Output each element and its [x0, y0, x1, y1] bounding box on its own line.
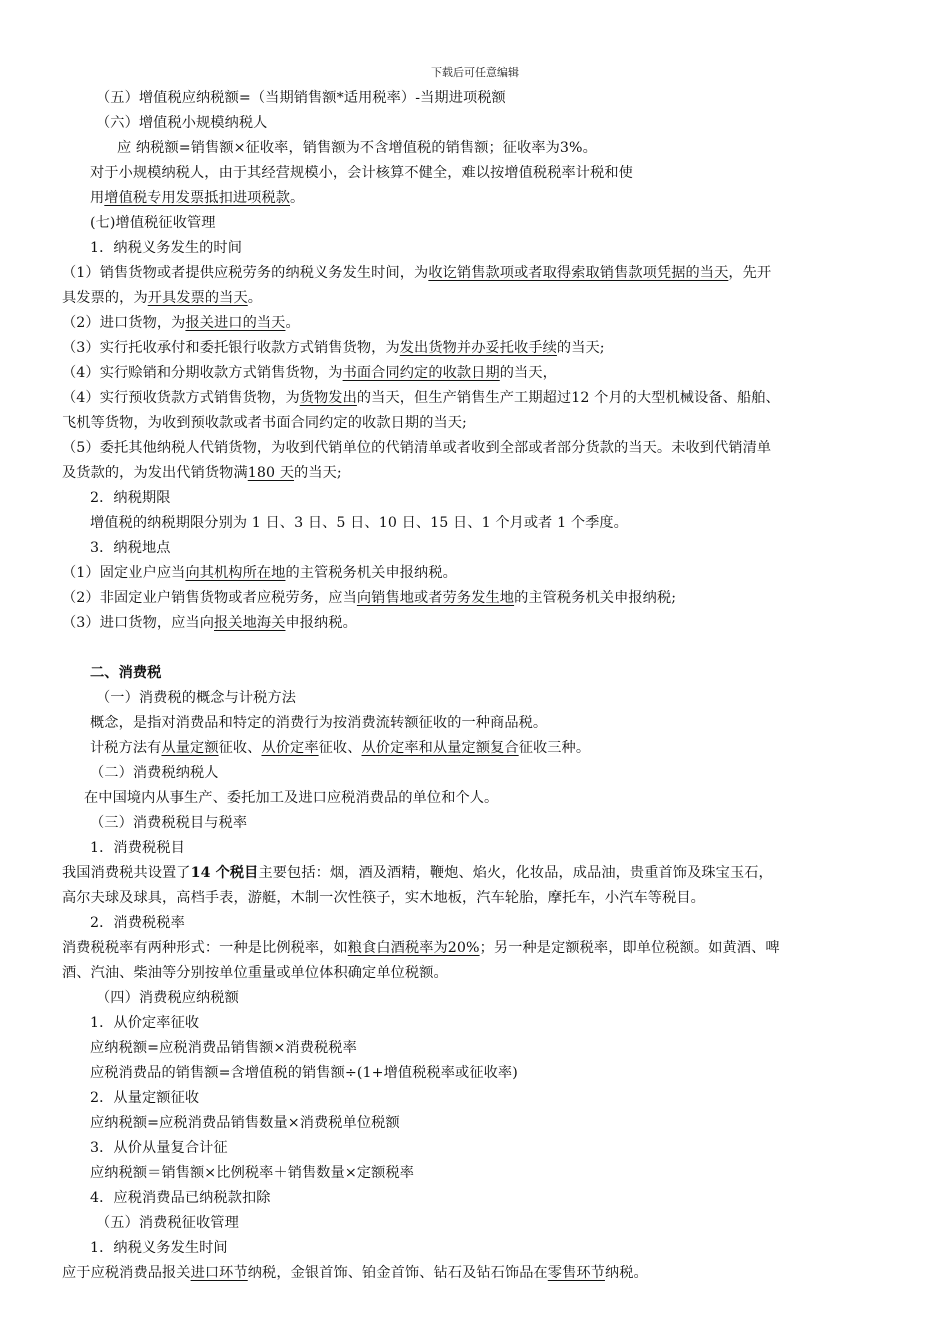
ct-heading-1: （一）消费税的概念与计税方法 — [96, 690, 297, 706]
subheading-tax-period: 2．纳税期限 — [90, 490, 171, 506]
para-obligation-4b: （4）实行预收货款方式销售货物，为货物发出的当天，但生产销售生产工期超过12 个月的大型机械设备、船舶、 — [62, 390, 780, 406]
vat-heading-7: (七)增值税征收管理 — [90, 215, 216, 231]
ct-rates: 消费税税率有两种形式：一种是比例税率，如粮食白酒税率为20%；另一种是定额税率，即单位税额。如黄酒、啤 — [62, 940, 780, 956]
ct-heading-5: （五）消费税征收管理 — [96, 1215, 239, 1231]
ct-obligation-time-title: 1．纳税义务发生时间 — [90, 1240, 228, 1256]
small-taxpayer-formula: 应 纳税额=销售额×征收率，销售额为不含增值税的销售额；征收率为3%。 — [117, 140, 597, 156]
ct-concept: 概念，是指对消费品和特定的消费行为按消费流转额征收的一种商品税。 — [90, 715, 548, 731]
ct-heading-3: （三）消费税税目与税率 — [90, 815, 248, 831]
para-obligation-5: （5）委托其他纳税人代销货物，为收到代销单位的代销清单或者收到全部或者部分货款的当天。未收到代销清单 — [62, 440, 772, 456]
ct-sales-formula: 应税消费品的销售额=含增值税的销售额÷(1+增值税税率或征收率) — [90, 1065, 518, 1081]
para-tax-place-3: （3）进口货物，应当向报关地海关申报纳税。 — [62, 615, 357, 631]
ct-heading-2: （二）消费税纳税人 — [90, 765, 219, 781]
ct-rates-cont: 酒、汽油、柴油等分别按单位重量或单位体积确定单位税额。 — [62, 965, 448, 981]
page-header: 下载后可任意编辑 — [431, 66, 519, 79]
ct-heading-4: （四）消费税应纳税额 — [96, 990, 239, 1006]
ct-methods: 计税方法有从量定额征收、从价定率征收、从价定率和从量定额复合征收三种。 — [90, 740, 591, 756]
vat-heading-5: （五）增值税应纳税额=（当期销售额*适用税率）-当期进项税额 — [96, 90, 506, 106]
ct-compound-title: 3．从价从量复合计征 — [90, 1140, 228, 1156]
ct-ad-valorem-formula: 应纳税额=应税消费品销售额×消费税税率 — [90, 1040, 357, 1056]
ct-items-cont: 高尔夫球及球具，高档手表，游艇，木制一次性筷子，实木地板，汽车轮胎，摩托车，小汽车等税目。 — [62, 890, 705, 906]
subheading-obligation-time: 1．纳税义务发生的时间 — [90, 240, 243, 256]
ct-ad-valorem-title: 1．从价定率征收 — [90, 1015, 200, 1031]
vat-heading-6: （六）增值税小规模纳税人 — [96, 115, 268, 131]
para-obligation-4a: （4）实行赊销和分期收款方式销售货物，为书面合同约定的收款日期的当天， — [62, 365, 557, 381]
ct-compound-formula: 应纳税额＝销售额×比例税率＋销售数量×定额税率 — [90, 1165, 415, 1181]
small-taxpayer-note-cont: 用增值税专用发票抵扣进项税款。 — [90, 190, 305, 206]
para-tax-place-2: （2）非固定业户销售货物或者应税劳务，应当向销售地或者劳务发生地的主管税务机关申报纳税; — [62, 590, 677, 606]
ct-taxpayer: 在中国境内从事生产、委托加工及进口应税消费品的单位和个人。 — [84, 790, 499, 806]
small-taxpayer-note: 对于小规模纳税人，由于其经营规模小，会计核算不健全，难以按增值税税率计税和使 — [90, 165, 633, 181]
section-title-consumption-tax: 二、消费税 — [90, 665, 162, 681]
ct-items: 我国消费税共设置了14 个税目主要包括：烟，酒及酒精，鞭炮、焰火，化妆品，成品油，贵重首饰及珠宝玉石， — [62, 865, 773, 881]
ct-subheading-rates: 2．消费税税率 — [90, 915, 185, 931]
para-obligation-1-cont: 具发票的，为开具发票的当天。 — [62, 290, 263, 306]
ct-deduction-title: 4．应税消费品已纳税款扣除 — [90, 1190, 271, 1206]
ct-subheading-items: 1．消费税税目 — [90, 840, 185, 856]
ct-specific-title: 2．从量定额征收 — [90, 1090, 200, 1106]
para-tax-period: 增值税的纳税期限分别为 1 日、3 日、5 日、10 日、15 日、1 个月或者 1 个季度。 — [90, 515, 628, 531]
para-obligation-1: （1）销售货物或者提供应税劳务的纳税义务发生时间，为收讫销售款项或者取得索取销售款项凭据的当天，先开 — [62, 265, 772, 281]
para-obligation-2: （2）进口货物，为报关进口的当天。 — [62, 315, 300, 331]
para-obligation-4b-cont: 飞机等货物，为收到预收款或者书面合同约定的收款日期的当天; — [62, 415, 467, 431]
para-obligation-3: （3）实行托收承付和委托银行收款方式销售货物，为发出货物并办妥托收手续的当天; — [62, 340, 605, 356]
para-tax-place-1: （1）固定业户应当向其机构所在地的主管税务机关申报纳税。 — [62, 565, 457, 581]
ct-specific-formula: 应纳税额=应税消费品销售数量×消费税单位税额 — [90, 1115, 400, 1131]
subheading-tax-place: 3．纳税地点 — [90, 540, 171, 556]
para-obligation-5-cont: 及货款的，为发出代销货物满180 天的当天; — [62, 465, 342, 481]
ct-obligation-time: 应于应税消费品报关进口环节纳税，金银首饰、铂金首饰、钻石及钻石饰品在零售环节纳税。 — [62, 1265, 648, 1281]
